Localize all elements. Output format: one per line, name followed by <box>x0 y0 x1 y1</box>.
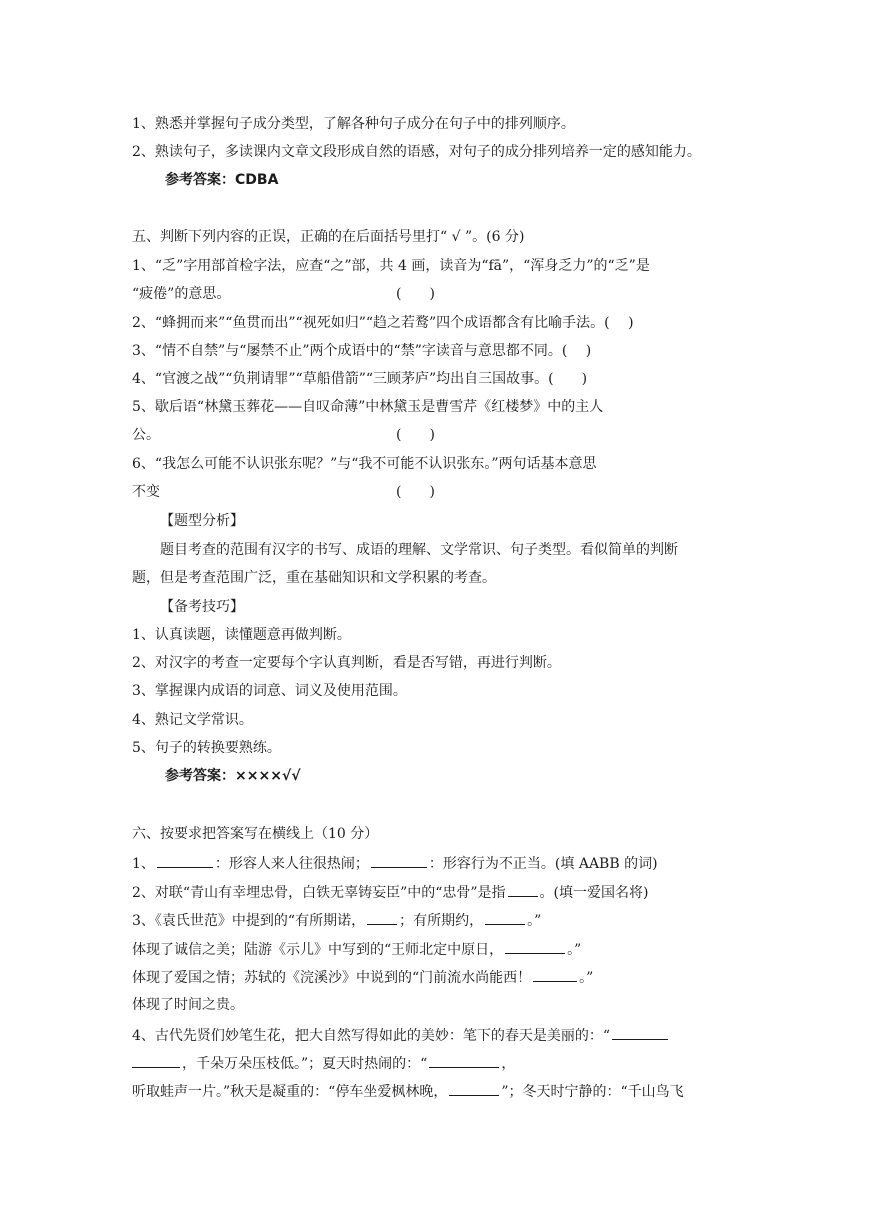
answer-blank[interactable] <box>371 852 427 868</box>
question-5-5-line-b: 公。 <box>132 427 160 443</box>
question-text: 3、《袁氏世范》中提到的“有所期诺， <box>132 913 366 929</box>
question-text: ；有所期约， <box>399 913 484 929</box>
question-5-4: 4、“官渡之战”“负荆请罪”“草船借箭”“三顾茅庐”均出自三国故事。( ) <box>132 371 588 387</box>
question-6-1 <box>132 852 658 874</box>
answer-blank[interactable] <box>485 909 525 925</box>
answer-value: ××××√√ <box>235 768 301 784</box>
tip-item: 5、句子的转换要熟练。 <box>132 740 281 756</box>
answer-blank[interactable] <box>533 966 577 982</box>
question-5-1-line-a: 1、“乏”字用部首检字法，应查“之”部，共 4 画，读音为“fā”，“浑身乏力”的“乏”是 <box>132 258 650 274</box>
tip-line-1: 1、熟悉并掌握句子成分类型，了解各种句子成分在句子中的排列顺序。 <box>132 116 575 132</box>
answer-label: 参考答案： <box>165 768 235 784</box>
answer-blank[interactable] <box>132 1052 180 1068</box>
answer-value: CDBA <box>235 172 279 188</box>
tip-line-2: 2、熟读句子，多读课内文章文段形成自然的语感，对句子的成分排列培养一定的感知能力。 <box>132 144 701 160</box>
question-text: 。(填一爱国名将) <box>539 885 649 901</box>
answer-blank[interactable] <box>612 1024 668 1040</box>
question-5-3: 3、“情不自禁”与“屡禁不止”两个成语中的“禁”字读音与意思都不同。( ) <box>132 343 592 359</box>
tip-item: 2、对汉字的考查一定要每个字认真判断，看是否写错，再进行判断。 <box>132 655 561 671</box>
analysis-heading: 【题型分析】 <box>160 513 244 529</box>
question-6-4-line-b <box>132 1052 515 1074</box>
answer-parentheses[interactable]: ( ) <box>396 286 435 302</box>
answer-blank[interactable] <box>508 881 538 897</box>
tip-item: 4、熟记文学常识。 <box>132 712 253 728</box>
question-text: ，千朵万朵压枝低。”；夏天时热闹的：“ <box>182 1056 428 1072</box>
question-text: ：形容行为不正当。(填 AABB 的词) <box>428 856 658 872</box>
question-6-3-line-c <box>132 966 593 988</box>
answer-line-5 <box>165 766 301 786</box>
question-5-6-line-a: 6、“我怎么可能不认识张东呢？”与“我不可能不认识张东。”两句话基本意思 <box>132 456 597 472</box>
answer-parentheses[interactable]: ( ) <box>396 484 435 500</box>
tips-heading: 【备考技巧】 <box>160 599 244 615</box>
answer-blank[interactable] <box>157 852 213 868</box>
question-text: 4、古代先贤们妙笔生花，把大自然写得如此的美妙：笔下的春天是美丽的：“ <box>132 1028 611 1044</box>
question-text: 听取蛙声一片。”秋天是凝重的：“停车坐爱枫林晚， <box>132 1084 448 1100</box>
question-5-1-line-b: “疲倦”的意思。 <box>132 286 231 302</box>
question-text: ：形容人来人往很热闹； <box>214 856 369 872</box>
analysis-line-1: 题目考查的范围有汉字的书写、成语的理解、文学常识、句子类型。看似简单的判断 <box>160 542 678 558</box>
question-text: ， <box>501 1056 516 1072</box>
question-6-4-line-a <box>132 1024 670 1046</box>
question-6-3-line-d: 体现了时间之贵。 <box>132 997 244 1013</box>
question-6-4-line-c <box>132 1080 684 1102</box>
question-number: 1、 <box>132 856 155 872</box>
answer-parentheses[interactable]: ( ) <box>396 427 435 443</box>
answer-blank[interactable] <box>505 938 565 954</box>
analysis-line-2: 题，但是考查范围广泛，重在基础知识和文学积累的考查。 <box>132 570 496 586</box>
answer-blank[interactable] <box>429 1052 499 1068</box>
question-text: ”；冬天时宁静的：“千山鸟飞 <box>501 1084 684 1100</box>
answer-label: 参考答案： <box>165 172 235 188</box>
question-5-2: 2、“蜂拥而来”“鱼贯而出”“视死如归”“趋之若鹜”四个成语都含有比喻手法。( ) <box>132 315 634 331</box>
question-text: 体现了爱国之情；苏轼的《浣溪沙》中说到的“门前流水尚能西！ <box>132 970 532 986</box>
answer-blank[interactable] <box>367 909 397 925</box>
question-6-3-line-b <box>132 938 581 960</box>
answer-blank[interactable] <box>449 1080 499 1096</box>
question-text: 。” <box>579 970 594 986</box>
section-5-title: 五、判断下列内容的正误，正确的在后面括号里打“ √ ”。(6 分) <box>132 229 525 245</box>
question-text: 2、对联“青山有幸埋忠骨，白铁无辜铸妄臣”中的“忠骨”是指 <box>132 885 506 901</box>
question-6-3-line-a <box>132 909 541 931</box>
question-5-6-line-b: 不变 <box>132 484 160 500</box>
section-6-title: 六、按要求把答案写在横线上（10 分） <box>132 826 379 842</box>
question-text: 。” <box>527 913 542 929</box>
tip-item: 3、掌握课内成语的词意、词义及使用范围。 <box>132 683 407 699</box>
question-6-2 <box>132 881 648 903</box>
tip-item: 1、认真读题，读懂题意再做判断。 <box>132 627 351 643</box>
question-text: 。” <box>567 942 582 958</box>
question-5-5-line-a: 5、歇后语“林黛玉葬花——自叹命薄”中林黛玉是曹雪芹《红楼梦》中的主人 <box>132 399 604 415</box>
question-text: 体现了诚信之美；陆游《示儿》中写到的“王师北定中原日， <box>132 942 504 958</box>
answer-line-4 <box>165 170 278 190</box>
